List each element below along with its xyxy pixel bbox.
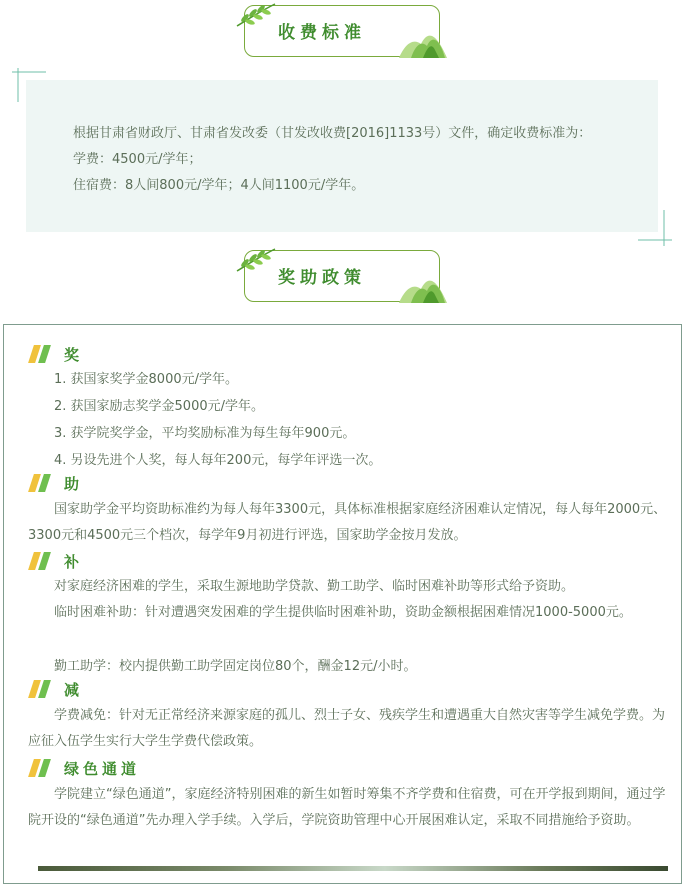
slash-bars-icon (28, 551, 54, 571)
fee-line: 学费：4500元/学年； (73, 152, 202, 167)
slash-bars-icon (28, 679, 54, 699)
fee-standard-box (26, 80, 658, 232)
hills-icon (399, 26, 447, 58)
section-heading-reduction (28, 678, 83, 700)
policy-section-title: 奖助政策 (278, 268, 366, 288)
paragraph: 勤工助学：校内提供勤工助学固定岗位80个，酬金12元/小时。 (54, 659, 417, 674)
policy-title-badge (244, 250, 440, 302)
slash-bars-icon (28, 344, 54, 364)
slash-bars-icon (28, 758, 54, 778)
paragraph: 国家助学金平均资助标准约为每人每年3300元，具体标准根据家庭经济困难认定情况，每人每年2000元、3300元和4500元三个档次，每学年9月初进行评选，国家助学金按月发放。 (28, 502, 667, 543)
policy-box (3, 324, 682, 884)
fee-line: 住宿费：8人间800元/学年；4人间1100元/学年。 (73, 178, 365, 193)
paragraph: 3. 获学院奖学金，平均奖励标准为每生每年900元。 (54, 426, 356, 441)
corner-cross-bottom-right (636, 210, 672, 246)
section-heading-subsidy (28, 550, 83, 572)
section-heading-award (28, 343, 83, 365)
section-title: 绿色通道 (64, 759, 141, 778)
section-heading-green-channel (28, 757, 140, 779)
paragraph: 对家庭经济困难的学生，采取生源地助学贷款、勤工助学、临时困难补助等形式给予资助。 (54, 579, 575, 594)
paragraph: 1. 获国家奖学金8000元/学年。 (54, 372, 238, 387)
paragraph: 4. 另设先进个人奖，每人每年200元，每学年评选一次。 (54, 453, 382, 468)
section-title: 助 (64, 474, 84, 493)
corner-cross-top-left (12, 68, 48, 104)
paragraph: 学费减免：针对无正常经济来源家庭的孤儿、烈士子女、残疾学生和遭遇重大自然灾害等学生减免学费。为应征入伍学生实行大学生学费代偿政策。 (28, 708, 666, 749)
fee-title-badge (244, 5, 440, 57)
paragraph: 学院建立“绿色通道”，家庭经济特别困难的新生如暂时筹集不齐学费和住宿费，可在开学报到期间，通过学院开设的“绿色通道”先办理入学手续。入学后，学院资助管理中心开展困难认定，采取不同措施给予资助。 (28, 787, 666, 828)
bottom-photo-strip (38, 866, 668, 871)
section-title: 减 (64, 680, 84, 699)
section-heading-aid (28, 472, 83, 494)
fee-section-title: 收费标准 (278, 23, 366, 43)
paragraph: 2. 获国家励志奖学金5000元/学年。 (54, 399, 264, 414)
fee-text (73, 121, 591, 199)
hills-icon (399, 271, 447, 303)
paragraph: 临时困难补助：针对遭遇突发困难的学生提供临时困难补助，资助金额根据困难情况1000-5000元。 (54, 605, 632, 620)
slash-bars-icon (28, 473, 54, 493)
fee-line: 根据甘肃省财政厅、甘肃省发改委（甘发改收费[2016]1133号）文件，确定收费标准为： (73, 126, 592, 141)
section-title: 奖 (64, 345, 84, 364)
section-title: 补 (64, 552, 84, 571)
